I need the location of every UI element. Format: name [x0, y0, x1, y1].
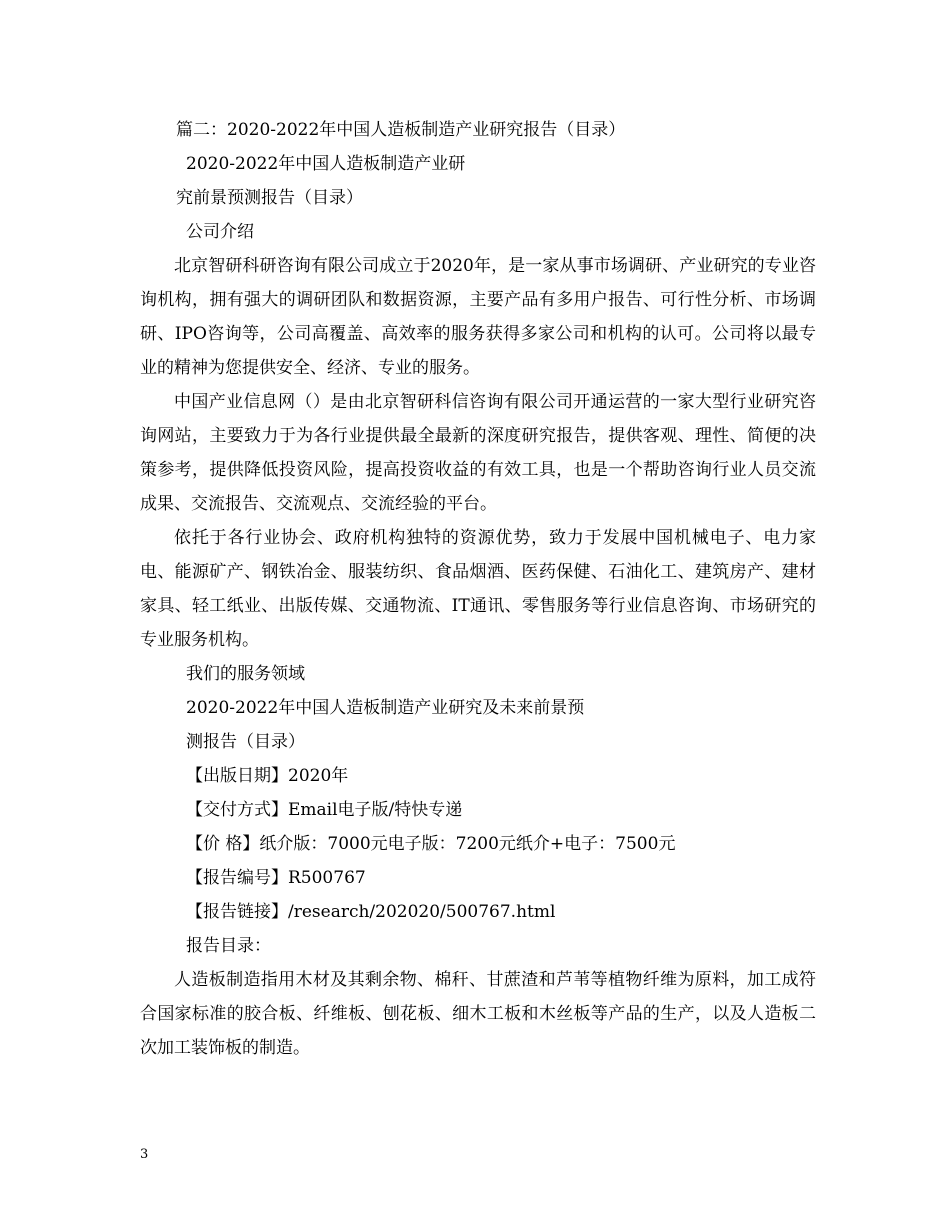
publish-date: 【出版日期】2020年: [186, 766, 349, 786]
company-intro-paragraph: 北京智研科研咨询有限公司成立于2020年，是一家从事市场调研、产业研究的专业咨询机构，拥有强大的调研团队和数据资源，主要产品有多用户报告、可行性分析、市场调研、IPO咨询等，公司高覆盖、高效率的服务获得多家公司和机构的认可。公司将以最专业的精神为您提供安全、经济、专业的服务。: [140, 256, 816, 378]
service-area-label: 我们的服务领域: [186, 664, 305, 684]
page-number: 3: [140, 1147, 149, 1162]
report-title-line-2: 究前景预测报告（目录）: [176, 188, 363, 208]
report-name-line-2: 测报告（目录）: [186, 732, 305, 752]
industry-definition-paragraph: 人造板制造指用木材及其剩余物、棉秆、甘蔗渣和芦苇等植物纤维为原料，加工成符合国家标准的胶合板、纤维板、刨花板、细木工板和木丝板等产品的生产，以及人造板二次加工装饰板的制造。: [140, 970, 816, 1058]
report-number: 【报告编号】R500767: [186, 868, 366, 888]
delivery-method: 【交付方式】Email电子版/特快专递: [186, 800, 463, 820]
industry-website-paragraph: 中国产业信息网（）是由北京智研科信咨询有限公司开通运营的一家大型行业研究咨询网站，主要致力于为各行业提供最全最新的深度研究报告，提供客观、理性、简便的决策参考，提供降低投资风险，提高投资收益的有效工具，也是一个帮助咨询行业人员交流成果、交流报告、交流观点、交流经验的平台。: [140, 392, 816, 514]
report-name-line-1: 2020-2022年中国人造板制造产业研究及未来前景预: [186, 698, 585, 718]
document-body: [140, 113, 816, 1065]
company-intro-label: 公司介绍: [186, 222, 254, 242]
table-of-contents-label: 报告目录：: [186, 936, 271, 956]
price-info: 【价 格】纸介版：7000元电子版：7200元纸介+电子：7500元: [186, 834, 676, 854]
report-link: 【报告链接】/research/202020/500767.html: [186, 902, 556, 922]
resource-advantage-paragraph: 依托于各行业协会、政府机构独特的资源优势，致力于发展中国机械电子、电力家电、能源矿产、钢铁冶金、服装纺织、食品烟酒、医药保健、石油化工、建筑房产、建材家具、轻工纸业、出版传媒、交通物流、IT通讯、零售服务等行业信息咨询、市场研究的专业服务机构。: [140, 528, 816, 650]
report-title-line-1: 2020-2022年中国人造板制造产业研: [186, 154, 466, 174]
document-heading: 篇二：2020-2022年中国人造板制造产业研究报告（目录）: [176, 120, 626, 140]
